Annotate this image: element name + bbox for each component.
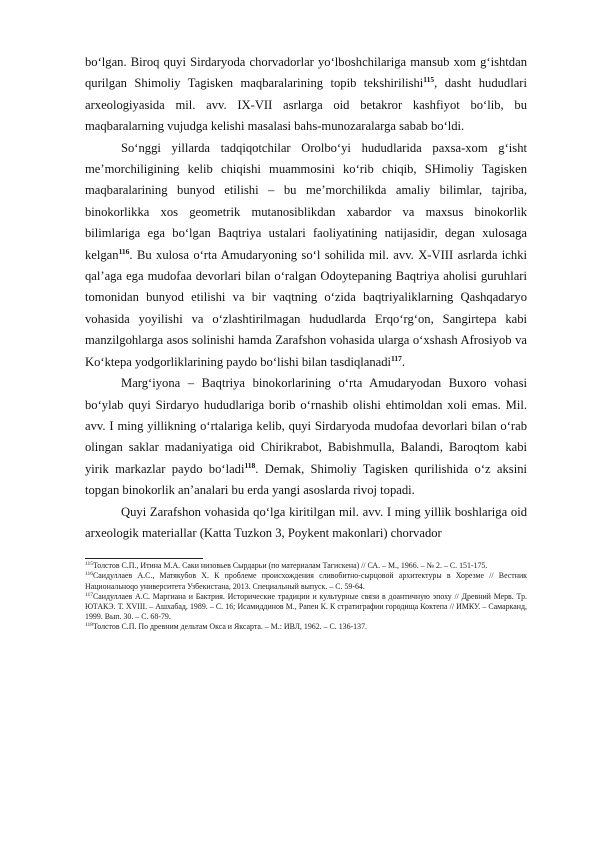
footnote-text: Толстов С.П. По древним дельтам Окса и Яксарта. – М.: ИВЛ, 1962. – С. 136-137. xyxy=(93,621,367,631)
footnote-text: Саидуллаев А.С., Матякубов Х. К проблеме происхождения сливобитно-сырцовой архитектуры в Хорезме // Вестник Национальноqo университета Узбекистана, 2013. Специальный выпуск. – С. 59-64. xyxy=(85,571,527,591)
body-text xyxy=(85,52,527,544)
footnote xyxy=(85,622,527,632)
paragraph xyxy=(85,502,527,545)
footnotes xyxy=(85,561,527,632)
paragraph xyxy=(85,373,527,501)
footnote-text: Толстов С.П., Итина М.А. Саки низовьев Сырдарьи (по материалам Тагискена) // СА. – М., 1966. – № 2. – С. 151-175. xyxy=(93,561,488,571)
paragraph-text: . xyxy=(401,354,406,369)
paragraph-text: , dasht hududlari arxeologiyasida mil. avv. IX-VII asrlarga oid betakror kashfiyot bo‘lib, bu maqbaralarning vujudga kelishi masalasi bahs-munozaralarga sabab bo‘ldi. xyxy=(85,76,527,134)
paragraph xyxy=(85,52,527,138)
footnote-text: Саидуллаев А.С. Маргиана и Бактрия. Исторические традиции и культурные связи в доантичную эпоху // Древний Мерв. Тр. ЮТАКЭ. Т. XVIII. – Ашхабад, 1989. – С. 16; Исамиддинов М., Рапен К. К стратиграфии городища Коктепа // ИМКУ. – Самарканд, 1999. Вып. 30. – С. 68-79. xyxy=(85,591,527,621)
paragraph-text: Marg‘iyona – Baqtriya binokorlarining o‘rta Amudaryodan Buxoro vohasi bo‘ylab quyi Sirdaryo hududlariga borib o‘rnashib olishi ehtimoldan xoli emas. Mil. avv. I ming yillikning o‘rtalariga kelib, quyi Sirdaryoda mudofaa devorlari bilan o‘rab olingan saklar madaniyatiga oid Chirikrabot, Babishmulla, Balandi, Baroqtom kabi yirik markazlar paydo bo‘ladi xyxy=(85,376,527,476)
footnote-reference: 115 xyxy=(423,75,435,85)
document-page xyxy=(85,52,527,632)
footnote-reference: 118 xyxy=(244,460,256,470)
footnote-reference: 116 xyxy=(118,246,130,256)
paragraph-text: bo‘lgan. Biroq quyi Sirdaryoda chorvadorlar yo‘lboshchilariga mansub xom g‘ishtdan qurilgan Shimoliy Tagisken maqbaralarining topib tekshirilishi xyxy=(85,55,527,91)
paragraph-text: So‘nggi yillarda tadqiqotchilar Orolbo‘yi hududlarida paxsa-xom g‘isht me’morchiligining kelib chiqishi muammosini ko‘rib chiqib, SHimoliy Tagisken maqbaralarining bunyod etilishi – bu me’morchilikda amaliy bilimlar, tajriba, binokorlikka xos geometrik mutanosiblikdan xabardor va maxsus binokorlik bilimlariga ega bo‘lgan Baqtriya ustalari faoliyatining natijasidir, degan xulosaga kelgan xyxy=(85,140,527,262)
paragraph-text: . Bu xulosa o‘rta Amudaryoning so‘l sohilida mil. avv. X-VIII asrlarda ichki qal’aga ega mudofaa devorlari bilan o‘ralgan Odoytepaning Baqtriya aholisi guruhlari tomonidan bunyod etilishi va bir vaqtning o‘zida baqtriyaliklarning Qashqadaryo vohasida yoyilishi va o‘zlashtirilmagan hududlarda Erqo‘rg‘on, Sangirtepa kabi manzilgohlarga asos solinishi hamda Zarafshon vohasida ularga o‘xshash Afrosiyob va Ko‘ktepa yodgorliklarining paydo bo‘lishi bilan tasdiqlanadi xyxy=(85,247,527,369)
footnote-number: 116 xyxy=(85,571,94,578)
footnote-number: 118 xyxy=(85,621,94,628)
footnote xyxy=(85,592,527,622)
footnote xyxy=(85,571,527,591)
paragraph-text: . Demak, Shimoliy Tagisken qurilishida o‘z aksini topgan binokorlik an’analari bu erda yangi asoslarda rivoj topadi. xyxy=(85,461,527,498)
paragraph-text: Quyi Zarafshon vohasida qo‘lga kiritilgan mil. avv. I ming yillik boshlariga oid arxeologik materiallar (Katta Tuzkon 3, Poykent makonlari) chorvador xyxy=(85,504,527,540)
footnote-reference: 117 xyxy=(391,353,402,363)
paragraph xyxy=(85,138,527,373)
footnote-separator xyxy=(85,558,203,559)
footnote-number: 115 xyxy=(85,561,94,568)
footnote-number: 117 xyxy=(85,591,94,598)
footnote xyxy=(85,561,527,571)
